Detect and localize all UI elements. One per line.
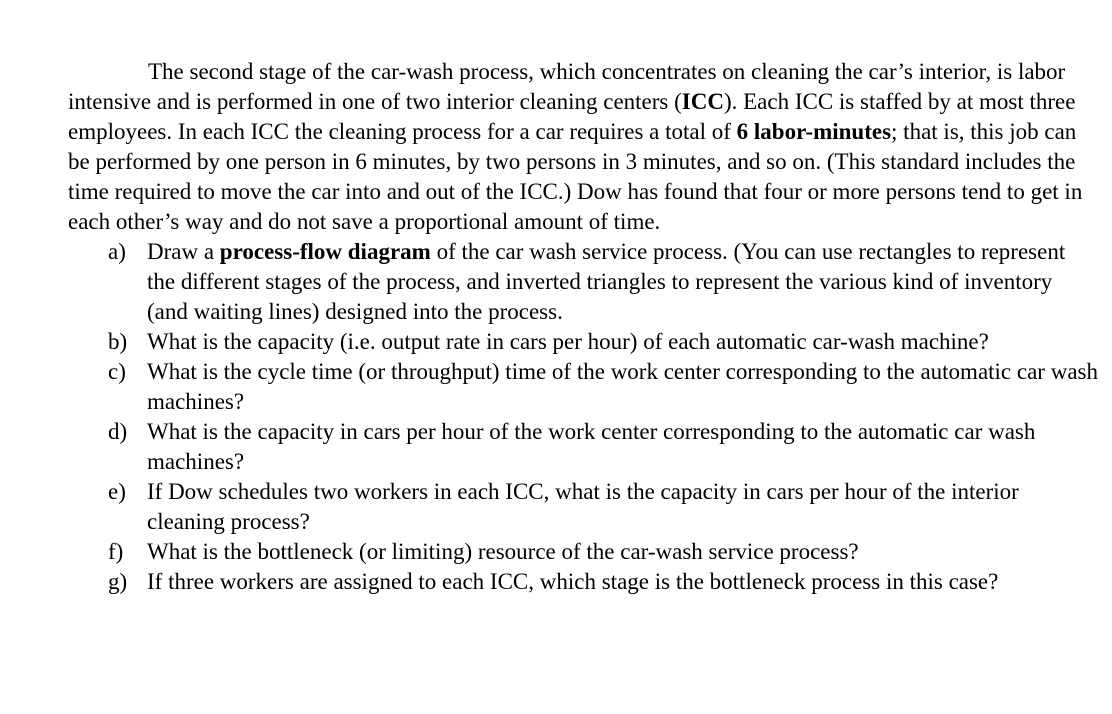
question-c — [68, 357, 1098, 417]
question-b — [68, 327, 1098, 357]
question-d — [68, 417, 1098, 477]
question-list — [68, 237, 1098, 597]
intro-paragraph — [68, 57, 1098, 237]
question-text: If Dow schedules two workers in each ICC, what is the capacity in cars per hour of the interior cleaning process? — [147, 479, 1019, 534]
question-text: If three workers are assigned to each ICC, which stage is the bottleneck process in this case? — [147, 569, 999, 594]
paragraph-text-1: The second stage of the car-wash process, which concentrates on cleaning the car’s interior, is labor intensive and is performed in one of two interior cleaning centers ( — [68, 59, 1066, 114]
question-marker: e) — [108, 479, 126, 504]
question-text: What is the capacity in cars per hour of the work center corresponding to the automatic car wash machines? — [147, 419, 1036, 474]
question-marker: c) — [108, 359, 126, 384]
question-f — [68, 537, 1098, 567]
question-marker: b) — [108, 329, 128, 354]
paragraph-bold-icc: ICC — [681, 89, 724, 114]
question-g — [68, 567, 1098, 597]
question-marker: g) — [108, 569, 128, 594]
paragraph-text-2: ). Each ICC is staffed by at most three employees. In each ICC the cleaning process for a car requires a total of — [68, 89, 1076, 144]
question-text: Draw a — [147, 239, 220, 264]
question-bold: process-flow diagram — [219, 239, 431, 264]
paragraph-bold-labor-minutes: 6 labor-minutes — [736, 119, 892, 144]
question-text: What is the cycle time (or throughput) time of the work center corresponding to the automatic car wash machines? — [147, 359, 1098, 414]
document-body — [68, 57, 1098, 597]
paragraph-text-3: ; that is, this job can be performed by one person in 6 minutes, by two persons in 3 minutes, and so on. (This standard includes the time required to move the car into and out of the ICC.) Dow has found that four or more persons tend to get in each other’s way and do not save a proportional amount of time. — [68, 119, 1083, 234]
clipped-previous-line — [375, 0, 575, 7]
question-text: of the car wash service process. (You can use rectangles to represent the different stages of the process, and inverted triangles to represent the various kind of inventory (and waiting lines) designed into the process. — [147, 239, 1066, 324]
question-marker: f) — [108, 539, 124, 564]
question-text: What is the bottleneck (or limiting) resource of the car-wash service process? — [147, 539, 859, 564]
question-marker: d) — [108, 419, 128, 444]
question-text: What is the capacity (i.e. output rate in cars per hour) of each automatic car-wash machine? — [147, 329, 989, 354]
question-a — [68, 237, 1098, 327]
question-marker: a) — [108, 239, 126, 264]
question-e — [68, 477, 1098, 537]
